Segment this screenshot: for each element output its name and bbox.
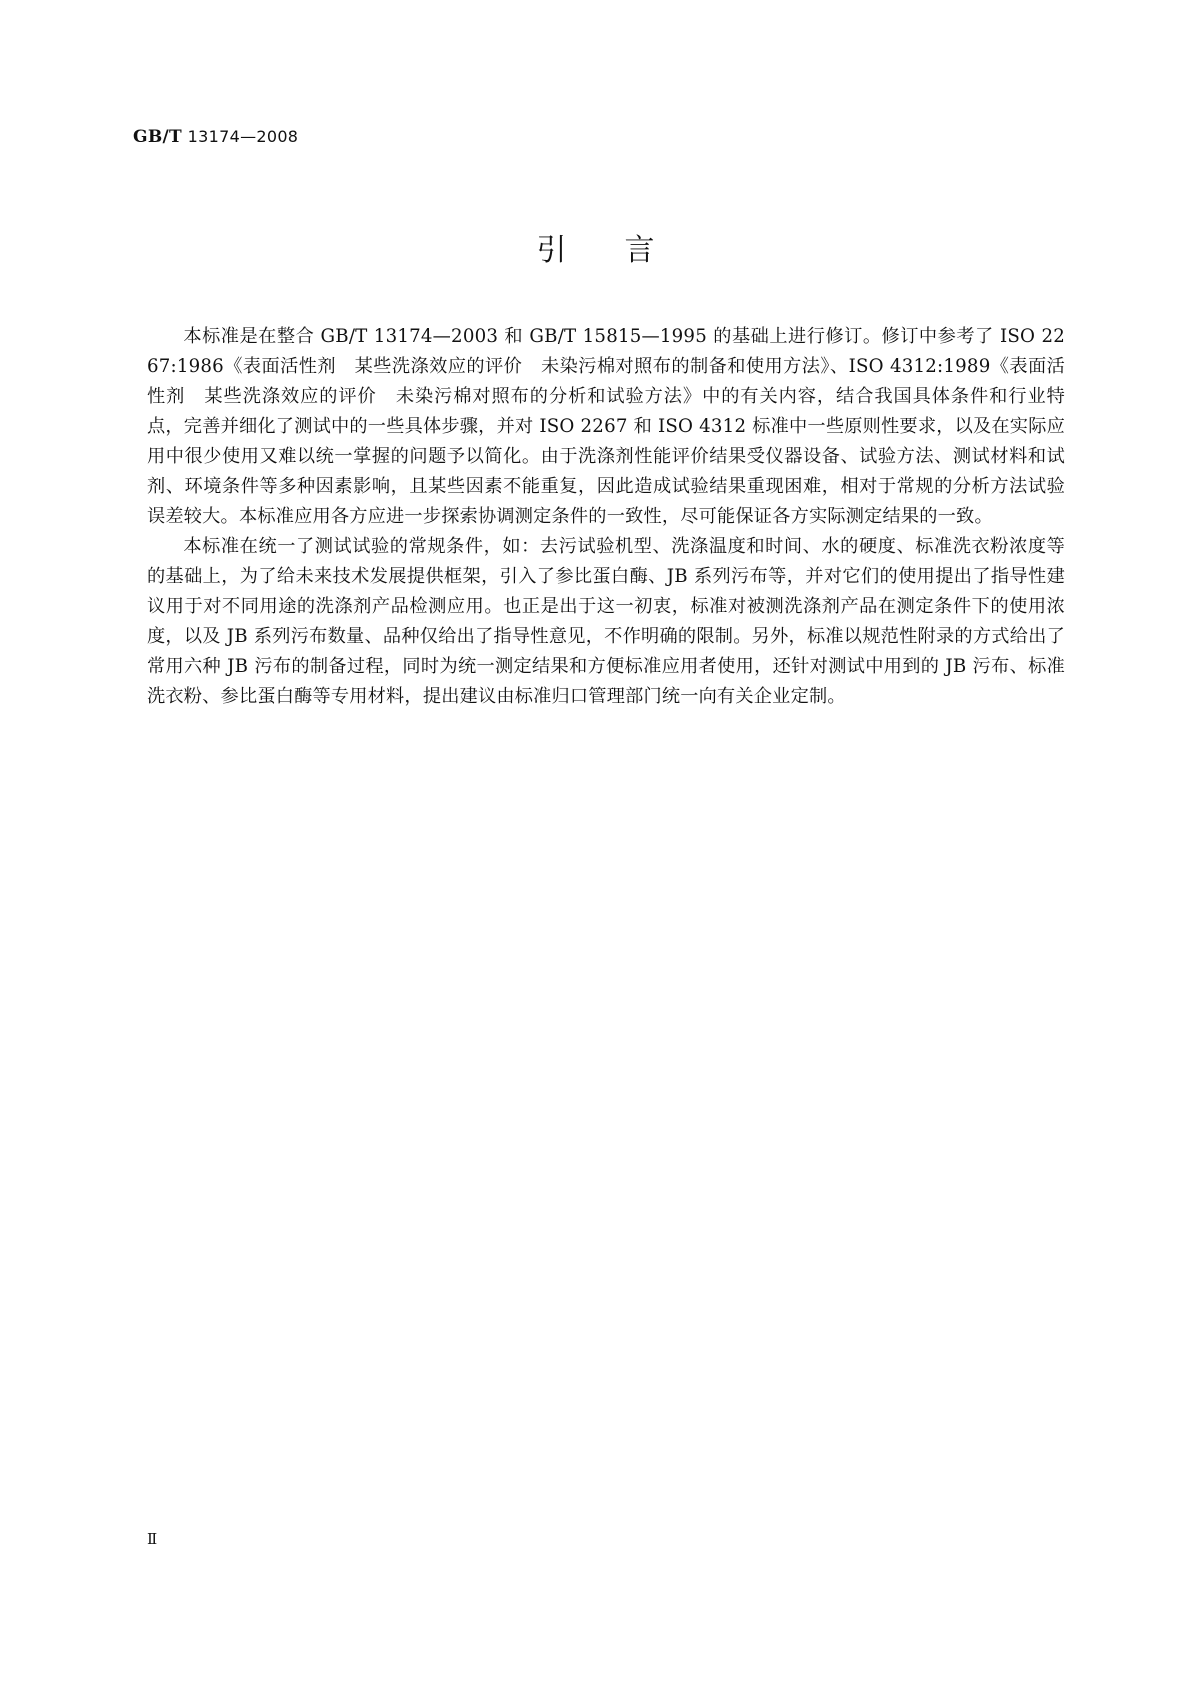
section-title: 引言 [536, 233, 713, 268]
standard-code-number: 13174—2008 [187, 127, 299, 146]
introduction-body [147, 322, 1065, 712]
page-number: Ⅱ [147, 1530, 158, 1548]
standard-code-header [133, 127, 298, 147]
standard-code-prefix: GB/T [133, 127, 182, 147]
paragraph-1: 本标准是在整合 GB/T 13174—2003 和 GB/T 15815—1995 的基础上进行修订。修订中参考了 ISO 2267:1986《表面活性剂 某些洗涤效应的评价 未染污棉对照布的制备和使用方法》、ISO 4312:1989《表面活性剂 某些洗涤效应的评价 未染污棉对照布的分析和试验方法》中的有关内容，结合我国具体条件和行业特点，完善并细化了测试中的一些具体步骤，并对 ISO 2267 和 ISO 4312 标准中一些原则性要求，以及在实际应用中很少使用又难以统一掌握的问题予以简化。由于洗涤剂性能评价结果受仪器设备、试验方法、测试材料和试剂、环境条件等多种因素影响，且某些因素不能重复，因此造成试验结果重现困难，相对于常规的分析方法试验误差较大。本标准应用各方应进一步探索协调测定条件的一致性，尽可能保证各方实际测定结果的一致。 [147, 326, 1065, 527]
paragraph-2: 本标准在统一了测试试验的常规条件，如：去污试验机型、洗涤温度和时间、水的硬度、标准洗衣粉浓度等的基础上，为了给未来技术发展提供框架，引入了参比蛋白酶、JB 系列污布等，并对它们的使用提出了指导性建议用于对不同用途的洗涤剂产品检测应用。也正是出于这一初衷，标准对被测洗涤剂产品在测定条件下的使用浓度，以及 JB 系列污布数量、品种仅给出了指导性意见，不作明确的限制。另外，标准以规范性附录的方式给出了常用六种 JB 污布的制备过程，同时为统一测定结果和方便标准应用者使用，还针对测试中用到的 JB 污布、标准洗衣粉、参比蛋白酶等专用材料，提出建议由标准归口管理部门统一向有关企业定制。 [147, 536, 1065, 707]
